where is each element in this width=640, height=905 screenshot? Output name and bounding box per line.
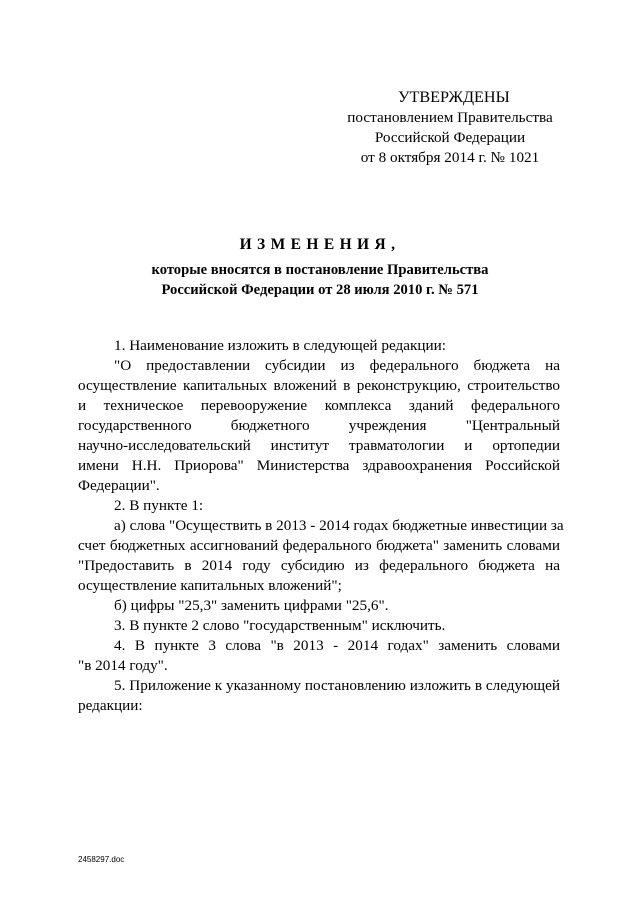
approval-line-3: от 8 октября 2014 г. № 1021 (360, 149, 540, 166)
body-line: редакции: (78, 697, 143, 714)
body-line: 3. В пункте 2 слово "государственным" исключить. (114, 617, 446, 634)
body-line: осуществление капитальных вложений"; (78, 577, 342, 594)
body-line: "Предоставить в 2014 году субсидию из федерального бюджета на (78, 557, 560, 574)
body-line: научно-исследовательский институт травматологии и ортопедии (78, 437, 560, 454)
body-line: "в 2014 году". (78, 657, 168, 674)
body-line: а) слова "Осуществить в 2013 - 2014 годах бюджетные инвестиции за (114, 517, 564, 534)
body-line: Федерации". (78, 477, 160, 494)
approval-line-2: Российской Федерации (374, 129, 526, 146)
approval-title: УТВЕРЖДЕНЫ (398, 88, 510, 106)
document-subtitle-line-2: Российской Федерации от 28 июля 2010 г. № 571 (161, 282, 479, 298)
body-line: б) цифры "25,3" заменить цифрами "25,6". (114, 597, 389, 614)
body-line: государственного бюджетного учреждения "Центральный (78, 417, 560, 434)
body-line: осуществление капитальных вложений в реконструкцию, строительство (78, 377, 560, 394)
body-line: счет бюджетных ассигнований федерального бюджета" заменить словами (78, 537, 560, 554)
footer-filename: 2458297.doc (78, 855, 125, 864)
approval-line-1: постановлением Правительства (347, 109, 553, 126)
body-line: и техническое перевооружение комплекса зданий федерального (78, 397, 560, 414)
body-line: 1. Наименование изложить в следующей редакции: (114, 337, 446, 354)
document-title: ИЗМЕНЕНИЯ, (239, 236, 401, 253)
body-line: 5. Приложение к указанному постановлению изложить в следующей (114, 677, 560, 694)
body-line: 4. В пункте 3 слова "в 2013 - 2014 годах" заменить словами (114, 637, 560, 654)
body-line: "О предоставлении субсидии из федерального бюджета на (114, 357, 560, 374)
document-subtitle-line-1: которые вносятся в постановление Правительства (151, 262, 489, 278)
body-line: имени Н.Н. Приорова" Министерства здравоохранения Российской (78, 457, 560, 474)
body-line: 2. В пункте 1: (114, 497, 204, 514)
